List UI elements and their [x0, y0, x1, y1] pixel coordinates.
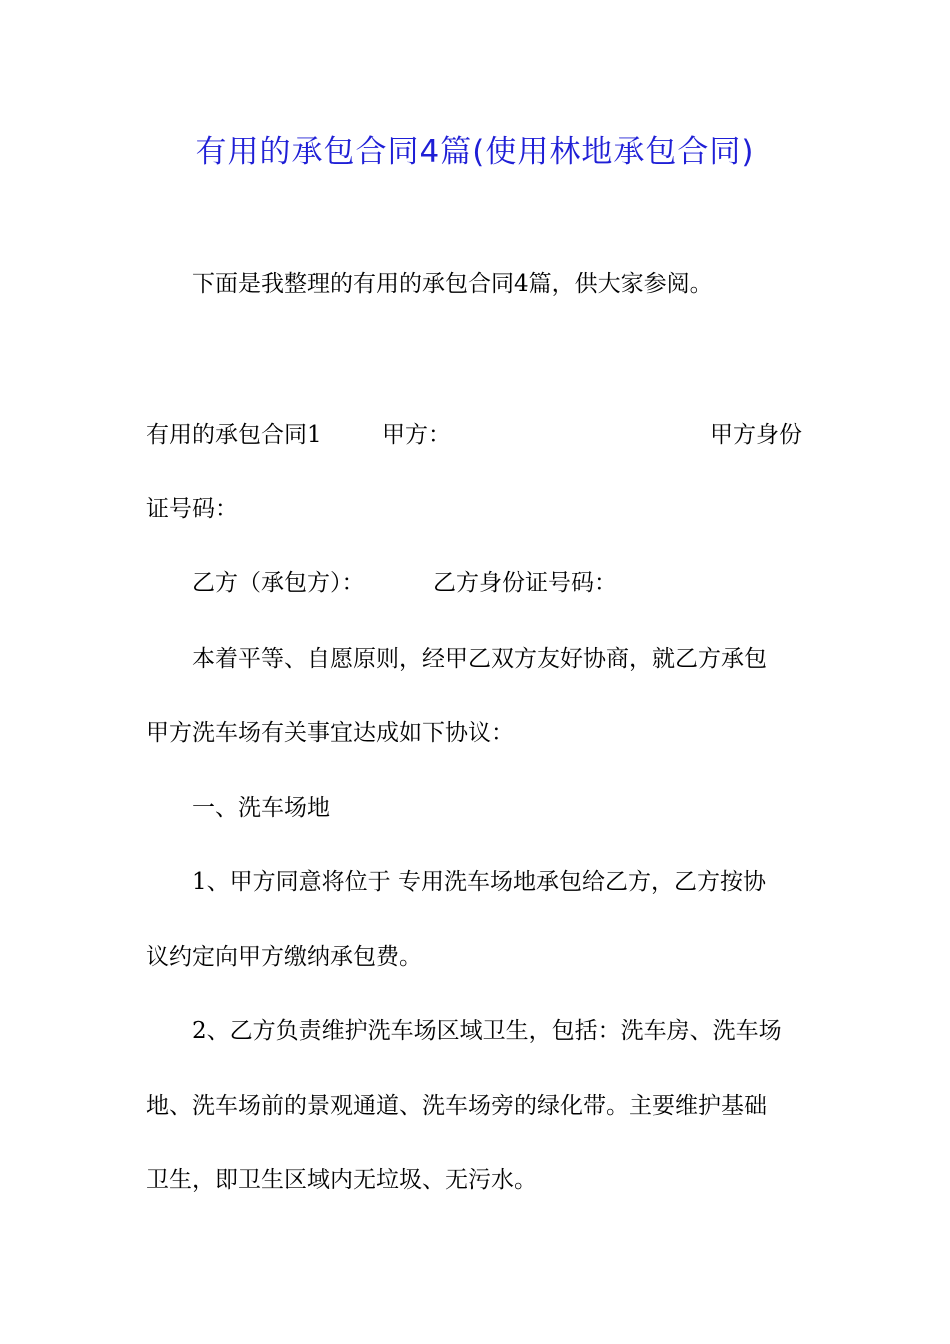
intro-paragraph: 下面是我整理的有用的承包合同4篇，供大家参阅。 — [192, 271, 713, 297]
item-2-line-2: 地、洗车场前的景观通道、洗车场旁的绿化带。主要维护基础 — [146, 1093, 767, 1119]
party-a-label: 甲方： — [382, 422, 451, 448]
item-1-line-1: 1、甲方同意将位于 专用洗车场地承包给乙方，乙方按协 — [192, 869, 766, 895]
item-1-line-2: 议约定向甲方缴纳承包费。 — [146, 944, 422, 970]
preamble-line-1: 本着平等、自愿原则，经甲乙双方友好协商，就乙方承包 — [192, 646, 767, 672]
party-a-id-label-part2: 证号码： — [146, 496, 238, 522]
item-2-line-3: 卫生，即卫生区域内无垃圾、无污水。 — [146, 1167, 537, 1193]
party-a-id-label-part1: 甲方身份 — [710, 422, 802, 448]
party-b-id-label: 乙方身份证号码： — [433, 570, 617, 596]
contract-heading: 有用的承包合同1 — [146, 422, 322, 448]
item-2-line-1: 2、乙方负责维护洗车场区域卫生，包括：洗车房、洗车场 — [192, 1018, 782, 1044]
section-1-heading: 一、洗车场地 — [192, 795, 330, 821]
document-title: 有用的承包合同4篇(使用林地承包合同) — [195, 134, 755, 170]
party-b-label: 乙方（承包方）： — [192, 570, 365, 596]
preamble-line-2: 甲方洗车场有关事宜达成如下协议： — [146, 720, 514, 746]
